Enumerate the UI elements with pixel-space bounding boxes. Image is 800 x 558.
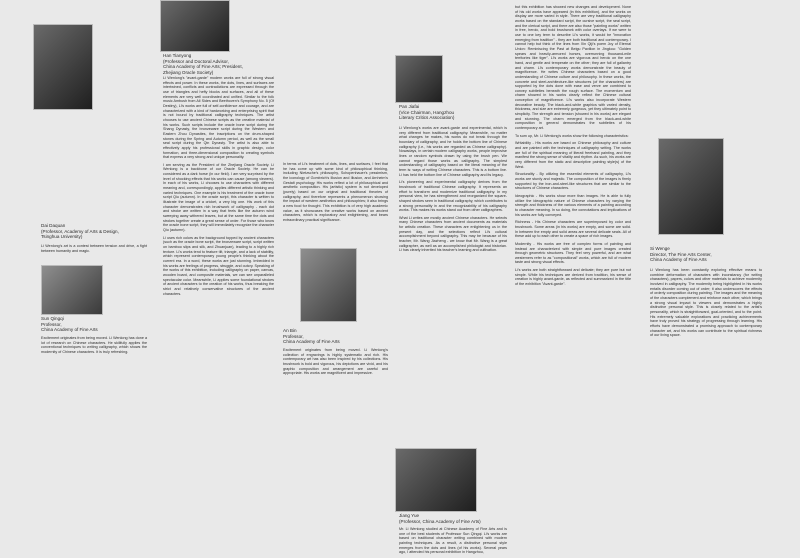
portrait-han-tianyong xyxy=(160,0,230,52)
paragraph: Li uses rich colors as the background topped by ancient characters (such as the oracle bone script, the bronzeware script, script written on bamboo slips and silk, and Zhuanjuan), leading to a highly rich texture. Li's works tend to feature tilt, triangle, and a lack of stability, which represent contemporary young people's thinking about the current era. In a word, these works are just stunning. Imbedded in his works are feelings of progress, struggle, and outcry. Speaking of the works of this exhibition, including calligraphy on paper, canvas, wooden board, and composite materials, we can see unparalleled spectacular color. Meanwhile, Li applies some foundational strokes of ancient characters to the creation of his works, thus breaking the strict and relatively conservative structures of the ancient characters. xyxy=(163,235,274,296)
text-sun-qingqi: Excitement originates from being moved. Li Wenlong has done a lot of research on Chinese characters. He skillfully applies the conventional techniques to writing calligraphy, which shows the modernity of Chinese characters. It is truly refreshing. xyxy=(41,336,147,354)
paragraph: To sum up, Mr. Li Wenlong's works show the following characteristics: xyxy=(515,133,629,138)
paragraph: Li's pioneering and experimental calligraphy derives from the brushwork of traditional Chinese calligraphy. It represents an effort to transform and modernize traditional calligraphy. In my personal view, he has strengthened and reorganized the square-shaped strokes seen in traditional calligraphy, which contributes to a strong personality in and the recognizability of his calligraphy works. This makes his works stand out from other calligraphers. xyxy=(399,180,507,213)
paragraph: What Li writes are mostly ancient Chinese characters. He selects many Chinese characters from ancient documents as materials for artistic creation. These characters are enlightening us in the present day, and the selections reflect Li's cultural accomplishment beyond calligraphy. This may be because of his teacher, Mr. Wang Jiazheng - we know that Mr. Wang is a great calligrapher, as well as an accomplished philologist and historian. Li has clearly inherited his teacher's learning and cultivation. xyxy=(399,215,507,253)
text-an-bin: Excitement originates from being moved. Li Wenlong's collection of engravings is highly systematic and rich. His contemporary art has also been inspired by his collections. His brushwork is bold and vigorous, his depictions are vivid, and his graphic composition and arrangement are careful and appropriate. His works are magnificent and impressive. xyxy=(283,348,388,376)
paragraph: Li Wenlong's "avant-garde" modern works are full of strong visual effects and power. In these works, the dots, lines, and surfaces are intertwined, conflicts and contradictions are expressed through the use of triangles and hefty blocks and surfaces, and all of these elements are very well coordinated and unified. Similar to the folk music Ambush from All Sides and Beethoven's Symphony No. 5 (Of Destiny), Li's works are full of self-confidence and courage, and are characterized with a kind of hardworking and enterprising spirit that is not bound by traditional calligraphy techniques. The artist chooses to use ancient Chinese scripts as the creative material of his works. Such scripts include the oracle bone script during the Shang Dynasty, the bronzeware script during the Western and Eastern Zhou Dynasties, the inscriptions on the drum-shaped stones during the Spring and Autumn period, as well as the small seal script during the Qin Dynasty. The artist is also able to effectively apply his professional skills in graphic design, color formation, and three-dimensional composition to creating symbols that express a very strong and unique personality. xyxy=(163,76,274,160)
portrait-si-wenge xyxy=(658,138,724,235)
text-dai-daquan: Li Wenlong's art is a contest between tension and drive, a fight between humanity and magic. xyxy=(41,244,147,253)
paragraph: Structurality - By utilizing the essential elements of calligraphy, Li's works are sturdy and majestic. The composition of the images is firmly supported by the iron-and-steel-like structures that are similar to the structures of Chinese characters. xyxy=(515,172,631,191)
text-si-wenge: Li Wenlong has been constantly exploring effective means to combine deformation of characters with inconstancy (for writing characters), papers, colors and other materials to achieve modernity involved in calligraphy. The modernity being highlighted in his works entails disorder coming out of order; it also underscores the effects of orderly composition during painting. The images and the meaning of the characters complement and reinforce each other, which brings a strong visual impact to viewers and demonstrates a highly distinctive personal style. This is closely related to the artist's personality, which is straightforward, goal-oriented, and to the point. His extremely valuable explorations and practicing achievements have truly proved his strategy of progressing through learning. His efforts have demonstrated a promising approach to contemporary character art, and his works can contribute to the spiritual richness of our living space. xyxy=(650,268,762,338)
caption-pan-jiafai: Pan Jiafai (Vice Chairman, Hangzhou Literary Critics Association) xyxy=(399,104,455,121)
paragraph: Li Wenlong's works are avant-garde and experimental, which is very different from traditional calligraphy. Meanwhile, no matter what changes he makes, his works do not break through the boundary of calligraphy, and he holds the bottom line of Chinese calligraphy (i.e., his works are regarded as Chinese calligraphy). Nowadays, in certain modern calligraphy works, people improvise lines or random symbols drawn by using the brush pen. We cannot regard those works as calligraphy. The simplest understanding of calligraphy based on the literal meaning of the term is: ways of writing Chinese characters. This is a bottom line. Li has held the bottom line of Chinese calligraphy and its legacy. xyxy=(399,126,507,177)
column-han-tianyong xyxy=(163,76,274,299)
portrait-an-bin xyxy=(300,248,357,322)
paragraph: Mr. Li Wenlong studied at Chinese Academy of Fine Arts and is one of the best students of Professor Sun Qingqi. Li's works are based on traditional character writing combined with modern painting techniques. As a result, a distinctive personal style emerges from the dots and lines (of his works). Several years ago, I attended his personal exhibition in Hangzhou, xyxy=(399,527,507,555)
paragraph: Li's works are both straightforward and delicate; they are pure but not simple. While his techniques are derived from tradition, his sense of creation is highly avant-garde, as reflected and summarized in the title of the exhibition "Avant-garde". xyxy=(515,268,631,287)
paragraph: Modernity - His works are free of complex forms of painting and instead are characterized with simple and pure images created through geometric structures. They feel very powerful, and are what westerners refer to as "compositional" works, which are full of modern taste and strong visual effects. xyxy=(515,241,631,265)
column-han-continued xyxy=(283,162,388,226)
text-jiang-yue xyxy=(399,527,507,558)
column-jiang-continued xyxy=(515,5,631,290)
caption-sun-qingqi: Sun Qingqi Professor, China Academy of Fine Arts xyxy=(41,316,98,333)
paragraph: Ideographic - His works show more than images. He is able to fully utilize the ideographic nature of Chinese characters by varying the strength and thickness of the various elements of a painting according to character meaning. In so doing, the connotations and implications of his works are fully conveyed. xyxy=(515,193,631,217)
caption-jiang-yue: Jiang Yue (Professor, China Academy of Fine Arts) xyxy=(399,513,481,524)
column-pan-jiafai xyxy=(399,126,507,256)
portrait-jiang-yue xyxy=(395,448,477,512)
paragraph: but this exhibition has showed new changes and development. None of his old works have appeared (in this exhibition), and the works on display are more varied in style. There are very traditional calligraphy works based on the standard script, the cursive script, the seal script, and the clerical script, and there are also those "painting works" written in free, heroic, and bold brushwork with color overlays. If we were to use to one key term to describe Li's works, it would be "innovation emerging from tradition" - they are both traditional and contemporary. I cannot help but think of the lines from Xin Qiji's poem Joy of Eternal Union: Reminiscing the Past at Beigu Pavilion in Jingkou: "Golden spears and heavily-armored horses, overrunning thousand-mile territories like tiger". Li's works are vigorous and heroic on the one hand, and gentle and temperate on the other; they are full of gallantry and charm. Li's contemporary works demonstrate the beauty of magnificence. He writes Chinese characters based on a good understanding of Chinese culture and philosophy. In these works, the concrete and steel-architecture-like structures (of the characters) are supported by the dots done with ease and verve are combined to convey subtleties beneath the rough surface. The momentum and charm showed in his works clearly reflect the Chinese cultural conception of magnificence. Li's works also incorporate Western decorative beauty. The black-and-white graphics with varied density, thickness, and size are extremely gorgeous, yet they ultimately point to simplicity. The strength and tension (showed in his works) are elegant and stunning. The charm emerged from the black-and-white composition in general demonstrates the subtleties of his contemporary art. xyxy=(515,5,631,131)
caption-an-bin: An Bin Professor, China Academy of Fine Arts xyxy=(283,328,340,345)
caption-si-wenge: Si Wenge Director, The Fine Arts Center, China Academy of Fine Arts xyxy=(650,246,712,263)
portrait-pan-jiafai xyxy=(395,55,443,103)
paragraph: I am serving as the President of the Zhejiang Oracle Society. Li Wenlong is a backbone of our Oracle Society. He can be considered as a dark horse (in our field). I am very surprised by the level of shocking effects that his works can cause (among viewers). In each of his works, Li chooses to use characters with different meaning and, correspondingly, applies different artistic thinking and varied techniques. One example is his treatment of the oracle bone script Qiu (autumn). In the oracle script, this character is written to illustrate the image of a cricket, a very big one. His work of this character demonstrates rich brushwork of calligraphy - each dot and stroke are written in a way that feels like the autumn wind sweeping away withered leaves, but at the same time the dots and strokes together create a great sense of order. For those who know the oracle bone script, they will immediately recognize the character Qiu (autumn). xyxy=(163,162,274,232)
portrait-sun-qingqi xyxy=(41,265,103,315)
paragraph: Richness - His Chinese characters are superimposed by color and brushwork. Some areas (in his works) are empty, and some are solid. In between the empty and solid areas are several delicate seals. All of these add up to each other to create a space of rich images. xyxy=(515,220,631,239)
paragraph: Writability - His works are based on Chinese philosophy and culture and are painted with the techniques of calligraphy writing. The works are full of the spiritual meaning of literati freehand painting, and they manifest the strong sense of vitality and rhythm. As such, his works are very different from the static and descriptive painting style(s) of the West. xyxy=(515,141,631,169)
portrait-dai-daquan xyxy=(33,24,93,110)
paragraph: In terms of Li's treatment of dots, lines, and surfaces, I feel that he has come up with some kind of philosophical thinking, including Nietzsche's philosophy, Schopenhauer's pessimism, the iconology of Gombrich's Illusion and Illusion, and Arnheim's Gestalt psychology. His works reflect a lot of philosophical and aesthetic composition. His (artistic) system is not developed (purely) based on our original and traditional theories of calligraphy, and therefore represents a phenomenon showing the impact of western aesthetics and philosophies; it also brings a new food for thought. This exhibition is of very high academic value, as it showcases the creative works based on ancient characters, which is exploratory and enlightening, and bears extraordinary practical significance. xyxy=(283,162,388,222)
caption-han-tianyong: Han Tianyong (Professor and Doctoral Advisor, China Academy of Fine Arts; President, Zhejiang Oracle Society) xyxy=(163,53,243,75)
caption-dai-daquan: Dai Daquan (Professor, Academy of Arts & Design, Tsinghua University) xyxy=(41,223,119,240)
